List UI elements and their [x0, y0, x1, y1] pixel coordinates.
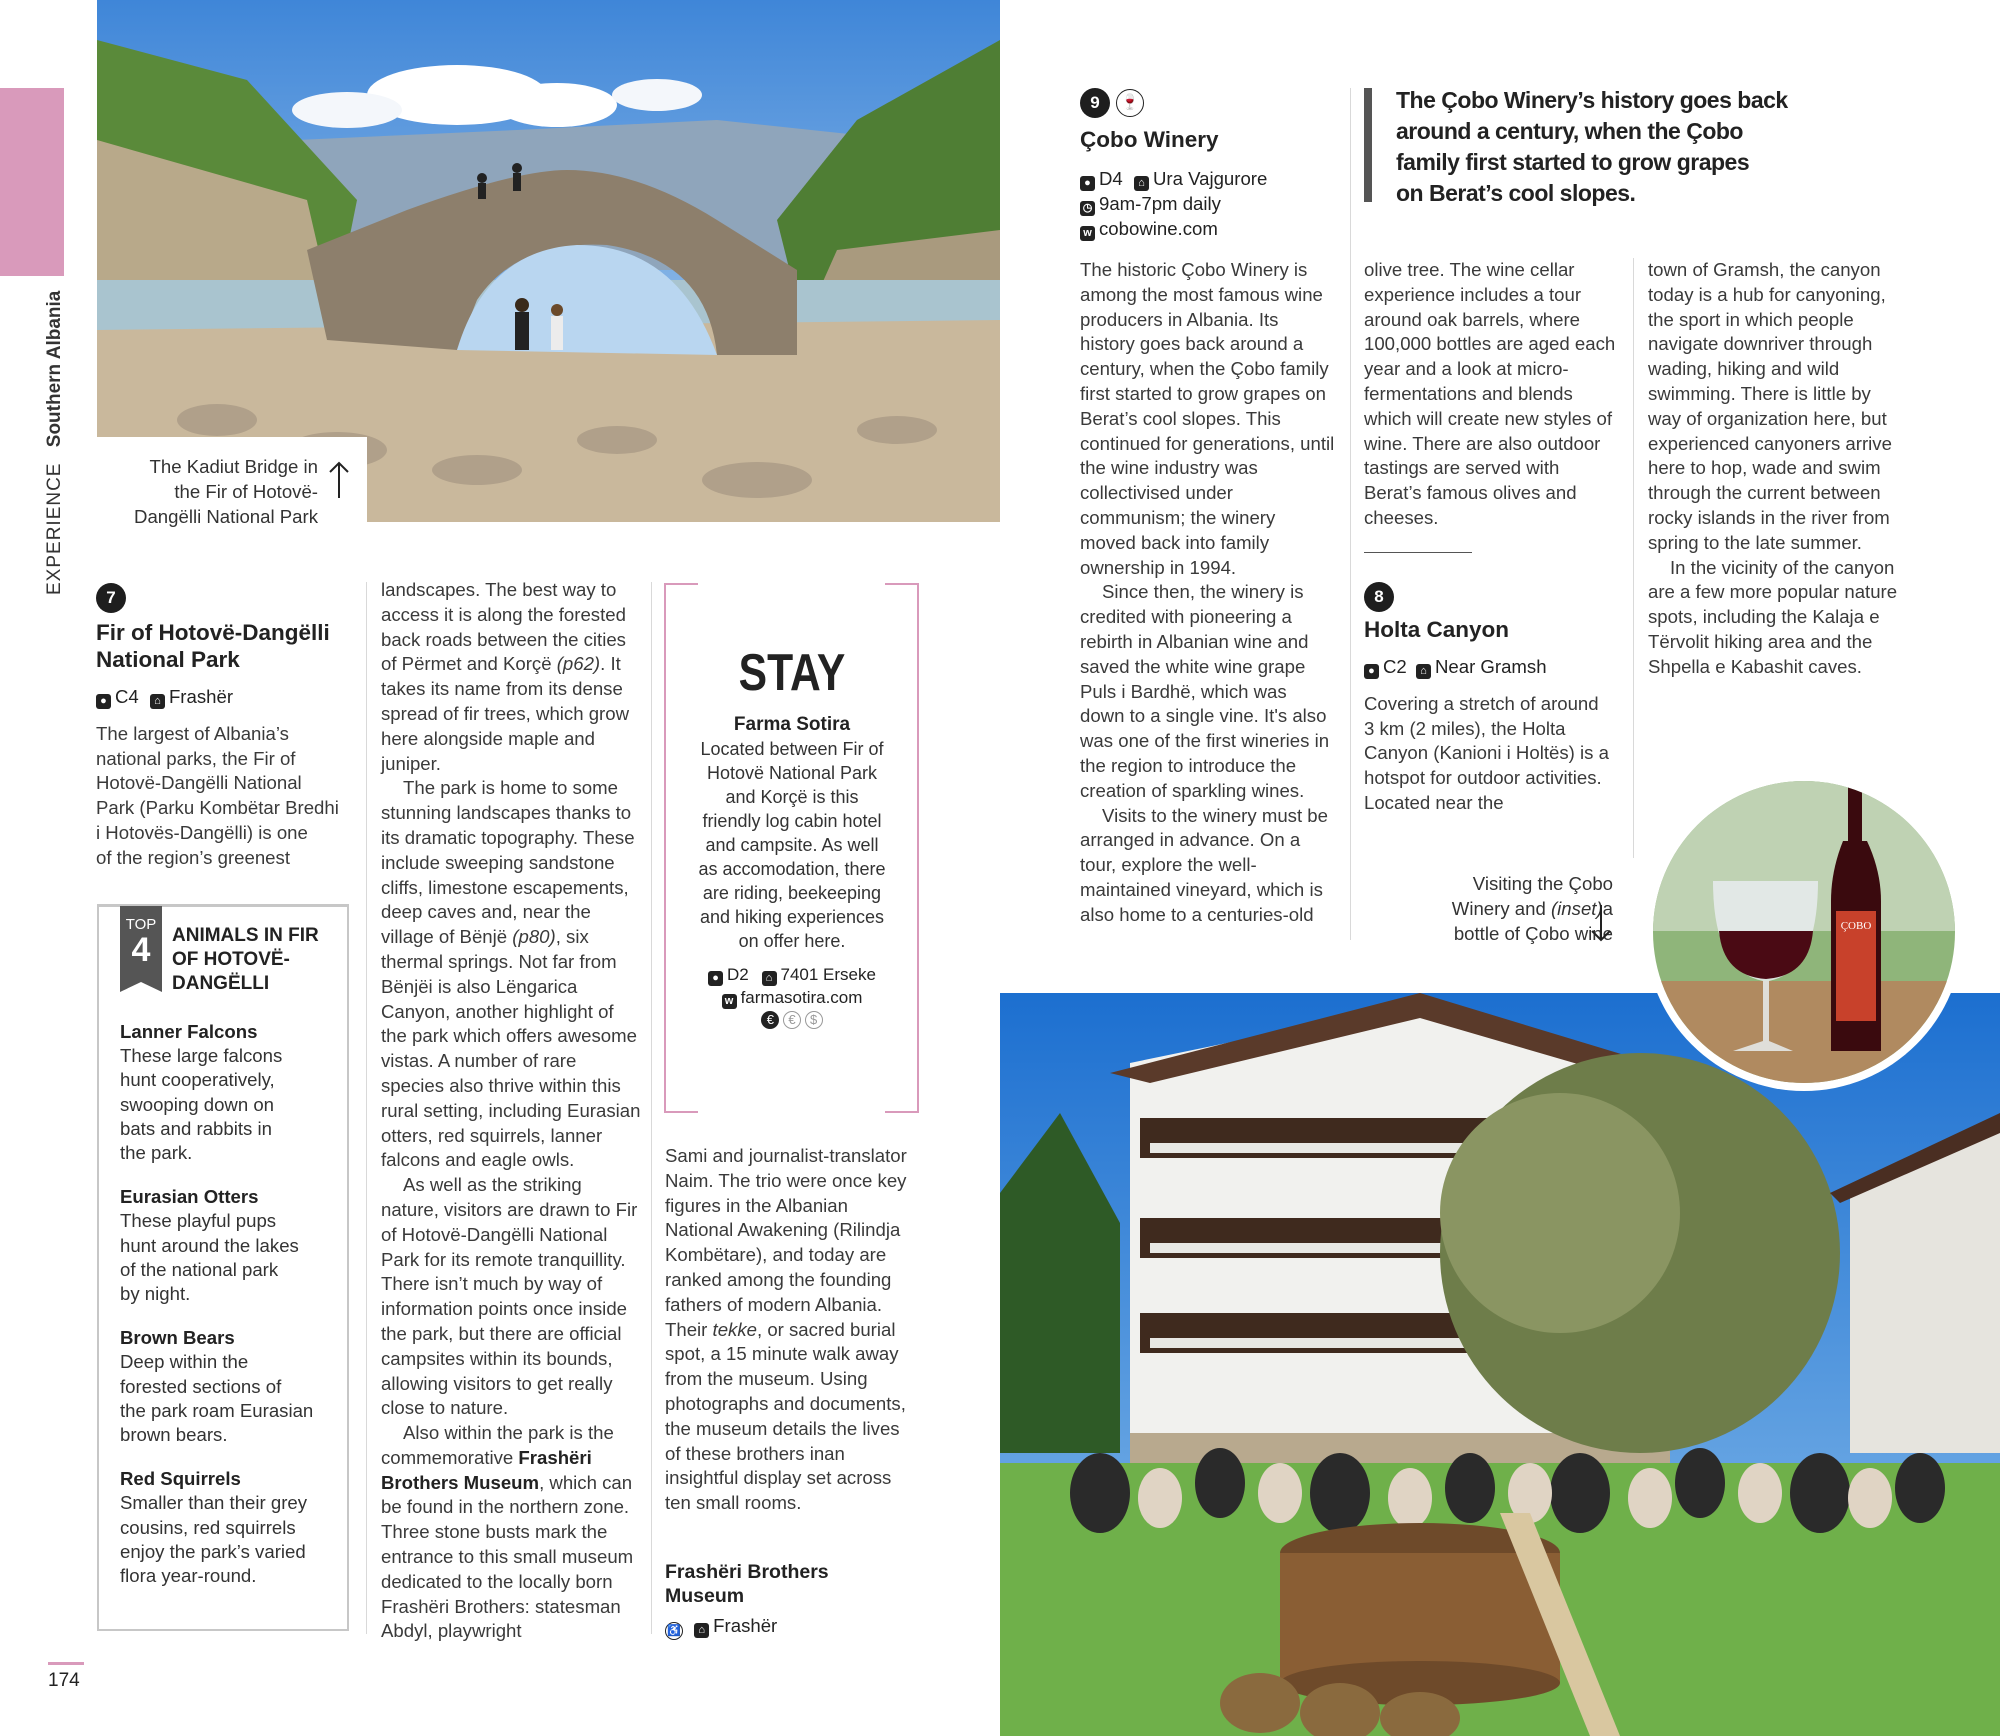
paragraph	[381, 776, 643, 1173]
clock-icon: ◷	[1080, 201, 1095, 216]
entry-intro	[96, 722, 356, 871]
caption-line: bottle of Çobo wine	[1453, 922, 1613, 944]
stay-name: Farma Sotira	[733, 714, 851, 735]
text: Sami and journalist-translator Naim. The trio were once key figures in the Albanian National Awakening (Rilindja Kombëtare), and today are ranked among the founding fathers of modern Albania. Their	[665, 1145, 907, 1340]
column-rule	[1350, 88, 1351, 940]
item-name: Brown Bears	[120, 1327, 235, 1349]
text-line: on offer here.	[738, 931, 846, 951]
column-rule	[366, 582, 367, 1634]
entry-title-line: Fir of Hotovë-Dangëlli	[96, 620, 330, 645]
italic-term: tekke	[712, 1318, 757, 1340]
stay-web	[676, 986, 908, 1009]
page-number-rule	[48, 1662, 84, 1665]
section-name: EXPERIENCE	[44, 462, 65, 595]
web-link[interactable]: cobowine.com	[1099, 217, 1218, 239]
top4-list	[120, 1020, 340, 1588]
caption-line: Visiting the Çobo	[1472, 873, 1613, 894]
item-line: These playful pups	[120, 1210, 277, 1232]
web-icon: w	[1080, 226, 1095, 241]
address-icon: ⌂	[694, 1623, 709, 1638]
stay-meta	[676, 963, 908, 986]
column-rule	[651, 582, 652, 1634]
caption-line: Dangëlli National Park	[134, 505, 318, 527]
wine-label-text: ÇOBO	[1840, 920, 1872, 932]
text: , which can be found in the northern zone. Three stone busts mark the entrance to this small museum dedicated to the locally born Frashëri Brothers: statesman Abdyl, playwright	[381, 1471, 634, 1642]
entry-title: Çobo Winery	[1080, 127, 1219, 152]
location: Ura Vajgurore	[1152, 168, 1268, 189]
text: . It takes its name from its dense spread of fir trees, which grow here alongside maple and juniper.	[381, 653, 630, 774]
price-rating	[676, 1011, 908, 1029]
page-ref: (p80)	[512, 926, 556, 948]
paragraph: Covering a stretch of around 3 km (2 miles), the Holta Canyon (Kanioni i Holtës) is a hotspot for outdoor activities. Located near the	[1364, 692, 1609, 813]
top4-item	[120, 1326, 340, 1447]
text-line: i Hotovës-Dangëlli) is one	[96, 821, 308, 843]
text-line: national parks, the Fir of	[96, 747, 296, 769]
location: Frashër	[168, 686, 234, 707]
text: , six thermal springs. Not far from Bënjëi is also Lëngarica Canyon, another highlight of the park which offers awesome vistas. A number of rare species also thrive within this rural setting, including Eurasian otters, red squirrels, lanner falcons and eagle owls.	[381, 926, 641, 1171]
address-icon: ⌂	[1134, 176, 1149, 191]
web-icon: w	[722, 994, 737, 1009]
item-line: the park.	[120, 1142, 193, 1164]
paragraph	[665, 1144, 917, 1516]
text-line: Hotovë-Dangëlli National	[96, 772, 302, 794]
item-line: the park roam Eurasian	[120, 1399, 314, 1421]
text-line: Park (Parku Kombëtar Bredhi	[96, 797, 339, 819]
pullquote-bar	[1364, 88, 1372, 202]
top-label: TOP	[125, 916, 157, 933]
item-line: swooping down on	[120, 1093, 275, 1115]
entry-badges	[1080, 88, 1340, 118]
item-line: hunt cooperatively,	[120, 1069, 275, 1091]
section-tab	[0, 88, 64, 276]
museum-title-line: Frashëri Brothers	[665, 1561, 829, 1583]
paragraph: The historic Çobo Winery is among the most famous wine producers in Albania. Its history goes back around a century, when the Çobo family first started to grow grapes on Berat’s cool slopes. This continued for generations, until the wine industry was collectivised under communism; the winery moved back into family ownership in 1994.	[1080, 259, 1335, 578]
top4-triangle	[120, 982, 162, 992]
entry-title: Holta Canyon	[1364, 617, 1510, 642]
text-line: friendly log cabin hotel	[702, 811, 882, 831]
column-rule	[1633, 258, 1634, 858]
entry-8	[1364, 582, 1624, 816]
item-line: brown bears.	[120, 1424, 228, 1446]
paragraph	[381, 1421, 643, 1644]
canyon-body-col3	[1648, 258, 1906, 680]
heading-line: DANGËLLI	[172, 973, 270, 994]
museum-title-line: Museum	[665, 1585, 745, 1607]
heading-line: OF HOTOVË-	[172, 949, 290, 970]
map-pin-icon: ●	[708, 971, 723, 986]
location: Frashër	[713, 1615, 778, 1636]
entry-title-line: National Park	[96, 647, 240, 672]
entry-meta	[1364, 655, 1624, 680]
winery-body-col1	[1080, 258, 1336, 928]
text-line: are riding, beekeeping	[702, 883, 882, 903]
entry-9	[1080, 88, 1340, 241]
paragraph: Since then, the winery is credited with pioneering a rebirth in Albanian wine and saved the white wine grape Puls i Bardhë, which was down to a single vine. It's also was one of the first wineries in the region to introduce the creation of sparkling wines.	[1080, 581, 1330, 801]
item-line: of the national park	[120, 1258, 279, 1280]
text-line: The largest of Albania’s	[96, 722, 289, 744]
entry-7	[96, 583, 356, 871]
text: The park is home to some stunning landscapes thanks to its dramatic topography. These include sweeping sandstone cliffs, limestone escapements, deep caves and, near the village of Bënjë	[381, 777, 635, 948]
text: landscapes. The best way to access it is along the forested back roads between the cities of Përmet and Korçë	[381, 579, 626, 675]
item-name: Red Squirrels	[120, 1468, 241, 1490]
price-icon: €	[783, 1011, 801, 1029]
paragraph	[381, 578, 643, 776]
entry-number: 7	[96, 583, 126, 613]
paragraph: In the vicinity of the canyon are a few more popular nature spots, including the Kalaja e Tërvolit hiking area and the Shpella e Kabashit caves.	[1648, 556, 1898, 677]
museum-body	[665, 1144, 917, 1516]
divider	[1364, 552, 1472, 553]
top4-item	[120, 1185, 340, 1306]
item-name: Eurasian Otters	[120, 1186, 259, 1208]
quote-line: family first started to grow grapes	[1396, 149, 1750, 175]
item-line: enjoy the park’s varied	[120, 1540, 306, 1562]
winery-body-col2	[1364, 258, 1622, 531]
top4-heading	[172, 924, 319, 996]
item-line: by night.	[120, 1283, 191, 1305]
item-line: hunt around the lakes	[120, 1234, 299, 1256]
caption-line	[1385, 897, 1613, 922]
map-pin-icon: ●	[1364, 664, 1379, 679]
heading-line: ANIMALS IN FIR	[172, 925, 319, 946]
caption-italic: (inset)	[1550, 897, 1603, 919]
page-ref: (p62)	[556, 653, 601, 675]
wine-inset-image	[1653, 781, 1955, 1083]
text-line: of the region’s greenest	[96, 846, 290, 868]
bridge-caption	[100, 455, 318, 529]
quote-line: on Berat’s cool slopes.	[1396, 180, 1636, 206]
paragraph: Visits to the winery must be arranged in advance. On a tour, explore the well-maintained vineyard, which is also home to a centuries-old	[1080, 804, 1328, 925]
location: Near Gramsh	[1434, 656, 1547, 677]
stay-heading: STAY	[738, 644, 846, 702]
item-name: Lanner Falcons	[120, 1021, 258, 1042]
address-icon: ⌂	[1416, 664, 1431, 679]
item-line: Deep within the	[120, 1351, 249, 1373]
caption-text: Winery and	[1451, 897, 1546, 919]
text-line: Hotovë National Park	[706, 763, 878, 783]
arrow-down-icon	[1590, 903, 1612, 943]
caption-line: The Kadiut Bridge in	[149, 456, 318, 477]
map-pin-icon: ●	[96, 694, 111, 709]
text: , or sacred burial spot, a 15 minute walk away from the museum. Using photographs and documents, the museum details the lives of these brothers inan insightful display set across ten small rooms.	[665, 1318, 906, 1514]
web-link[interactable]: farmasotira.com	[740, 988, 863, 1007]
entry-meta	[1080, 167, 1340, 241]
map-ref: C2	[1383, 656, 1407, 677]
fir-park-body	[381, 578, 643, 1644]
accessibility-icon: ♿	[665, 1622, 683, 1640]
top4-item	[120, 1467, 340, 1588]
stay-box	[676, 643, 908, 1029]
text-line: as accomodation, there	[698, 859, 886, 879]
item-line: These large falcons	[120, 1045, 283, 1067]
address-icon: ⌂	[762, 971, 777, 986]
stay-description	[676, 737, 908, 953]
item-line: Smaller than their grey	[120, 1492, 308, 1514]
map-pin-icon: ●	[1080, 176, 1095, 191]
caption-text: a	[1602, 897, 1613, 919]
top-number: 4	[131, 931, 151, 969]
map-ref: C4	[115, 686, 139, 707]
paragraph: As well as the striking nature, visitors are drawn to Fir of Hotovë-Dangëlli National Park for its remote tranquillity. There isn’t much by way of information points once inside the park, but there are official campsites within its bounds, allowing visitors to get really close to nature.	[381, 1174, 638, 1419]
text: Also within the park is the commemorative	[381, 1422, 614, 1468]
arrow-up-icon	[328, 460, 350, 500]
text-line: and hiking experiences	[699, 907, 885, 927]
entry-number: 8	[1364, 582, 1394, 612]
top4-badge	[120, 906, 162, 982]
map-ref: D2	[727, 965, 749, 984]
address: 7401 Erseke	[780, 965, 876, 984]
museum-title	[665, 1560, 829, 1608]
entry-number: 9	[1080, 88, 1110, 118]
item-line: forested sections of	[120, 1375, 282, 1397]
item-line: cousins, red squirrels	[120, 1516, 296, 1538]
wine-glass-icon: 🍷	[1116, 89, 1144, 117]
paragraph: town of Gramsh, the canyon today is a hub for canyoning, the sport in which people navigate downriver through wading, hiking and wild swimming. There is little by way of organization here, but experienced canyoners arrive here to hop, wade and swim through the current between rocky islands in the river from spring to the late summer.	[1648, 259, 1892, 553]
page-number: 174	[48, 1670, 80, 1691]
map-ref: D4	[1099, 168, 1123, 189]
winery-photo	[1000, 993, 2000, 1736]
winery-caption	[1385, 872, 1613, 946]
quote-line: around a century, when the Çobo	[1396, 118, 1743, 144]
caption-line: the Fir of Hotovë-	[174, 480, 318, 502]
quote-line: The Çobo Winery’s history goes back	[1396, 87, 1788, 113]
price-icon: €	[761, 1011, 779, 1029]
text-line: Located between Fir of	[700, 739, 884, 759]
text-line: and Korçë is this	[725, 787, 859, 807]
entry-meta	[96, 685, 356, 710]
paragraph: olive tree. The wine cellar experience includes a tour around oak barrels, where 100,000 bottles are aged each year and a look at micro-fermentations and blends which will create new styles of wine. There are also outdoor tastings are served with Berat’s famous olives and cheeses.	[1364, 259, 1616, 528]
region-name: Southern Albania	[44, 290, 65, 448]
museum-meta	[665, 1614, 777, 1640]
price-icon: $	[805, 1011, 823, 1029]
section-label	[42, 275, 68, 595]
item-line: bats and rabbits in	[120, 1117, 272, 1139]
top4-item	[120, 1020, 340, 1165]
text-line: and campsite. As well	[705, 835, 879, 855]
pullquote	[1396, 85, 1816, 209]
item-line: flora year-round.	[120, 1565, 257, 1587]
address-icon: ⌂	[150, 694, 165, 709]
hours: 9am-7pm daily	[1099, 192, 1221, 214]
entry-title	[96, 619, 356, 673]
museum-link: Frashëri Brothers Museum	[381, 1446, 592, 1493]
